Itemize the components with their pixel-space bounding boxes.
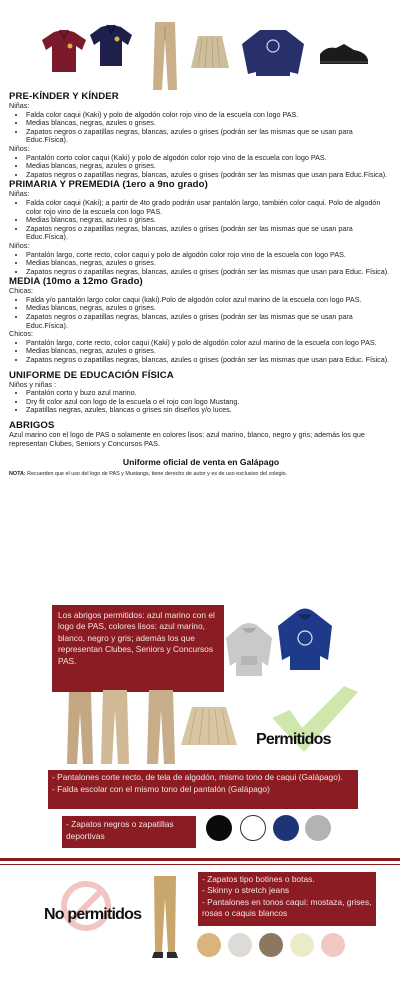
divider-line	[0, 864, 400, 865]
section-title-media: MEDIA (10mo a 12mo Grado)	[9, 276, 143, 288]
nota-text: Recuerden que el uso del logo de PAS y Mustangs, tiene derecho de autor y es de uso exclusivo del colegio.	[27, 471, 288, 478]
section-title-prek: PRE-KÍNDER Y KÍNDER	[9, 91, 119, 102]
permitidos-label: Permitidos	[256, 731, 331, 748]
list-item: • Medias blancas, negras, azules o grises.	[26, 119, 393, 128]
uniform-rules	[9, 91, 393, 478]
disallowed-color-swatch	[290, 933, 314, 957]
khaki-pants-1-image	[66, 692, 94, 766]
pantalones-rule-2: - Falda escolar con el mismo tono del pantalón (Galápago)	[52, 784, 270, 794]
maroon-polo-image	[40, 28, 88, 74]
disallowed-color-swatch	[259, 933, 283, 957]
list-item: • Zapatillas negras, azules, blancas o grises sin diseños y/o luces.	[26, 406, 393, 415]
khaki-pants-image	[152, 22, 178, 92]
shoe-color-swatch	[273, 815, 299, 841]
zapatos-box: - Zapatos negros o zapatillas deportivas	[62, 816, 196, 848]
sale-note: Uniforme oficial de venta en Galápago	[122, 457, 280, 468]
abrigos-text: Azul marino con el logo de PAS o solamente en colores lisos: azul marino, blanco, negro y gris; además los que representan Clubes, Seniors y Concursos PAS.	[9, 430, 365, 448]
fisica-label: Niños y niñas :	[9, 379, 57, 389]
list-item: • Pantalón largo, corte recto, color caqui (Kaki) y polo de algodón color azul marino de la escuela con logo PAS.	[26, 339, 393, 348]
list-item: • Zapatos negros o zapatillas negras, blancas, azules o grises (podrán ser las mismas que se usan para Educ.Física).	[26, 313, 393, 330]
no-rule-3: - Pantalones en tonos caqui: mostaza, grises, rosas o caquis blancos	[202, 896, 372, 919]
section-title-abrigos: ABRIGOS	[9, 420, 55, 431]
black-shoe-image	[318, 40, 370, 68]
list-item: • Pantalón corto y buzo azul marino.	[26, 389, 393, 398]
list-item: • Medias blancas, negras, azules o grises.	[26, 259, 393, 268]
navy-sweatshirt-image	[240, 28, 306, 78]
girls-label: Niñas:	[9, 101, 30, 110]
list-item: • Falda y/o pantalón largo color caqui (kaki).Polo de algodón color azul marino de la escuela con logo PAS.	[26, 296, 393, 305]
boys-label: Niños:	[9, 143, 30, 153]
boys-label: Niños:	[9, 240, 30, 250]
khaki-skirt-image	[190, 36, 230, 70]
pantalones-rule-1: - Pantalones corte recto, de tela de algodón, mismo tono de caqui (Galápago).	[52, 772, 343, 782]
shoe-color-swatch	[206, 815, 232, 841]
disallowed-color-swatch	[228, 933, 252, 957]
list-item: • Medias blancas, negras, azules o grises.	[26, 216, 393, 225]
no-rule-2: - Skinny o stretch jeans	[202, 885, 290, 896]
section-title-fisica: UNIFORME DE EDUCACIÓN FÍSICA	[9, 369, 174, 381]
disallowed-color-swatch	[321, 933, 345, 957]
shoe-color-swatch	[240, 815, 266, 841]
list-item: • Medias blancas, negras, azules o grises.	[26, 347, 393, 356]
primaria-girls-list	[9, 199, 393, 242]
no-permitidos-label: No permitidos	[44, 906, 142, 923]
list-item: • Dry fit color azul con logo de la escuela o el rojo con logo Mustang.	[26, 398, 393, 407]
list-item: • Zapatos negros o zapatillas negras, blancas, azules o grises (podrán ser las mismas que usan para Educ.Física).	[26, 171, 393, 180]
skinny-pants-image	[150, 876, 180, 960]
pantalones-box	[48, 770, 358, 809]
nota-label: NOTA:	[9, 471, 26, 478]
garment-photos	[40, 22, 370, 94]
khaki-pants-2-image	[100, 690, 130, 766]
media-girls-list	[9, 296, 393, 330]
navy-hoodie-image	[274, 608, 336, 672]
list-item: • Zapatos negros o zapatillas negras, blancas, azules o grises (podrán ser las mismas que usan para Educ. Física).	[26, 268, 393, 277]
disallowed-color-swatch	[197, 933, 221, 957]
fisica-list	[9, 389, 393, 415]
list-item: • Medias blancas, negras, azules o grises.	[26, 162, 393, 171]
boys-label: Chicos:	[9, 329, 33, 339]
khaki-skirt-image	[180, 707, 238, 747]
primaria-boys-list	[9, 251, 393, 277]
khaki-pants-3-image	[146, 690, 176, 766]
grey-hoodie-image	[222, 622, 276, 678]
list-item: • Medias blancas, negras, azules o grises.	[26, 304, 393, 313]
girls-label: Niñas:	[9, 189, 30, 199]
abrigos-box: Los abrigos permitidos: azul marino con el logo de PAS, colores lisos: azul marino, blanco, negro y gris; además los que representan Clubes, Seniors y Concursos PAS.	[52, 605, 224, 692]
no-rule-1: - Zapatos tipo botines o botas.	[202, 874, 315, 884]
list-item: • Falda color caqui (Kaki); a partir de 4to grado podrán usar pantalón largo, también color caqui. Polo de algodón color rojo vino de la escuela con logo PAS.	[26, 199, 393, 216]
list-item: • Zapatos negros o zapatillas negras, blancas, azules o grises (podrán ser las mismas que se usan para Educ.Física).	[26, 128, 393, 145]
list-item: • Zapatos negros o zapatillas negras, blancas, azules o grises (podrán ser las mismas que usan para Educ. Física).	[26, 356, 393, 365]
list-item: • Falda color caqui (Kaki) y polo de algodón color rojo vino de la escuela con logo PAS.	[26, 111, 393, 120]
navy-polo-image	[88, 24, 134, 68]
list-item: • Zapatos negros o zapatillas negras, blancas, azules o grises (podrán ser las mismas que se usan para Educ.Física).	[26, 225, 393, 242]
no-permitidos-box	[198, 872, 376, 926]
nota	[9, 471, 393, 478]
section-title-primaria: PRIMARIA Y PREMEDIA (1ero a 9no grado)	[9, 179, 208, 191]
list-item: • Pantalón largo, corte recto, color caqui y polo de algodón color rojo vino de la escuela con logo PAS.	[26, 251, 393, 260]
shoe-color-swatch	[305, 815, 331, 841]
media-boys-list	[9, 339, 393, 365]
girls-label: Chicas:	[9, 286, 33, 296]
divider-line	[0, 858, 400, 861]
prek-boys-list	[9, 154, 393, 180]
prek-girls-list	[9, 111, 393, 145]
list-item: • Pantalón corto color caqui (Kaki) y polo de algodón color rojo vino de la escuela con logo PAS.	[26, 154, 393, 163]
